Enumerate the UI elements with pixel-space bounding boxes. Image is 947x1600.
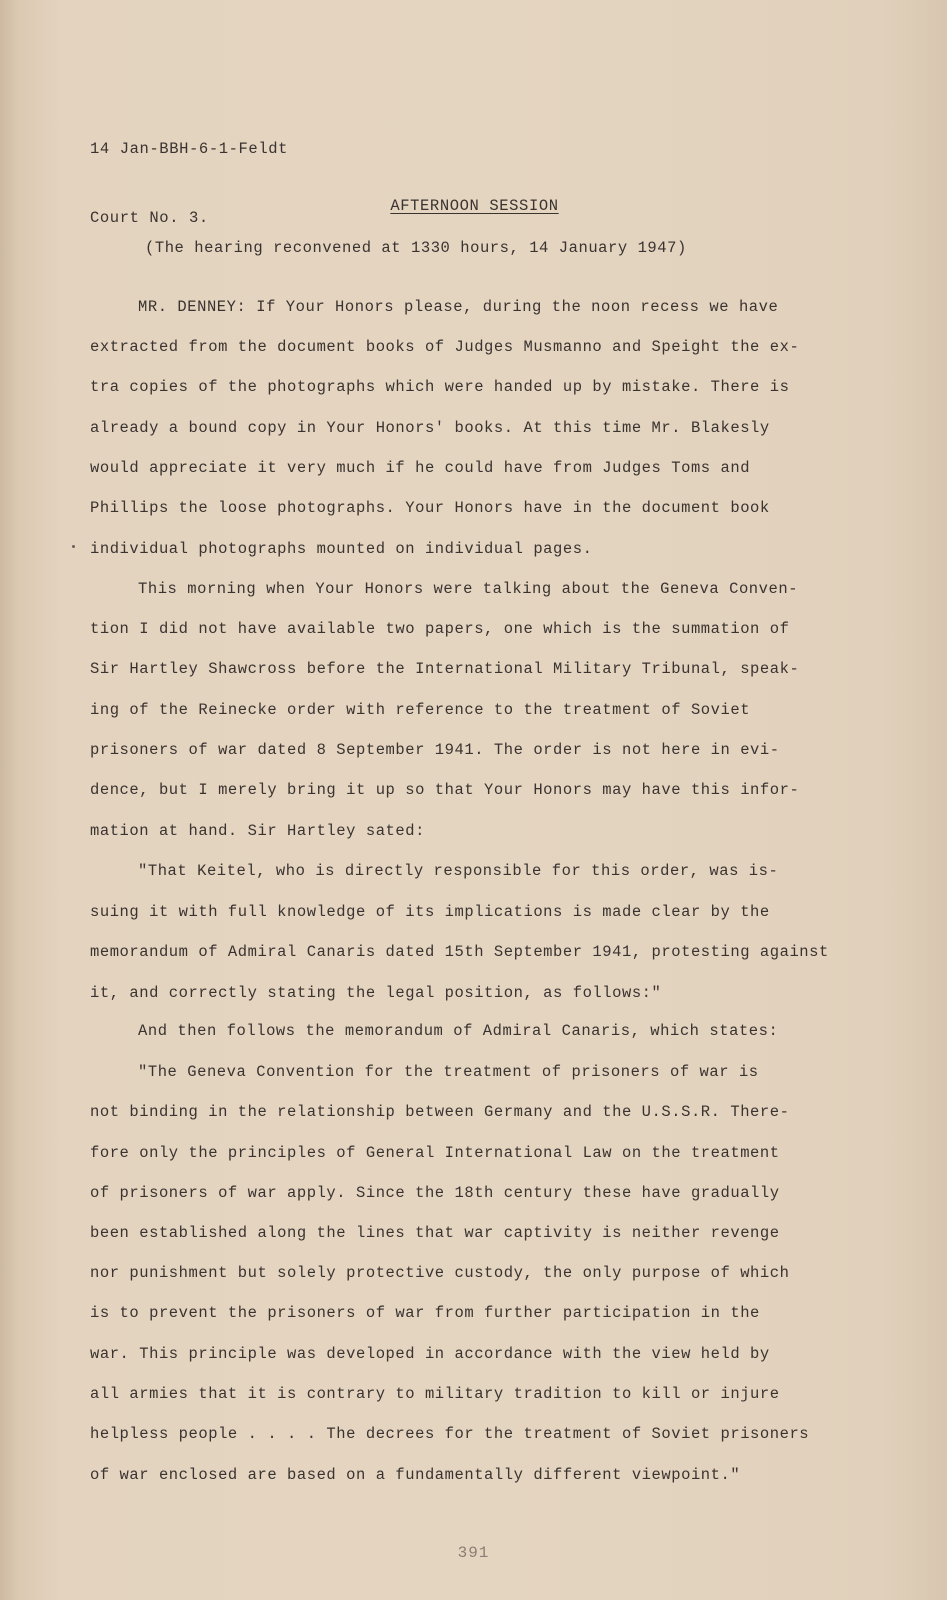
text-line: would appreciate it very much if he could have from Judges Toms and [90, 459, 751, 477]
ink-speck [72, 545, 75, 548]
text-line: Phillips the loose photographs. Your Honors have in the document book [90, 499, 770, 517]
text-line: (The hearing reconvened at 1330 hours, 14 January 1947) [145, 239, 687, 257]
text-line: prisoners of war dated 8 September 1941. The order is not here in evi- [90, 741, 780, 759]
text-line: extracted from the document books of Judges Musmanno and Speight the ex- [90, 338, 800, 356]
text-line: tra copies of the photographs which were handed up by mistake. There is [90, 378, 790, 396]
header-court: Court No. 3. [90, 209, 209, 227]
text-line: not binding in the relationship between Germany and the U.S.S.R. There- [90, 1103, 790, 1121]
text-line: helpless people . . . . The decrees for the treatment of Soviet prisoners [90, 1425, 810, 1443]
text-line: of prisoners of war apply. Since the 18th century these have gradually [90, 1184, 780, 1202]
text-line: of war enclosed are based on a fundamentally different viewpoint." [90, 1466, 741, 1484]
text-line: memorandum of Admiral Canaris dated 15th September 1941, protesting against [90, 943, 829, 961]
text-line: "The Geneva Convention for the treatment of prisoners of war is [138, 1063, 759, 1081]
text-line: already a bound copy in Your Honors' books. At this time Mr. Blakesly [90, 419, 770, 437]
text-line: nor punishment but solely protective custody, the only purpose of which [90, 1264, 790, 1282]
text-line: suing it with full knowledge of its implications is made clear by the [90, 903, 770, 921]
text-line: been established along the lines that war captivity is neither revenge [90, 1224, 780, 1242]
text-line: individual photographs mounted on individual pages. [90, 540, 593, 558]
text-line: dence, but I merely bring it up so that Your Honors may have this infor- [90, 781, 800, 799]
text-line: ing of the Reinecke order with reference to the treatment of Soviet [90, 701, 751, 719]
text-line: all armies that it is contrary to military tradition to kill or injure [90, 1385, 780, 1403]
text-line: it, and correctly stating the legal position, as follows:" [90, 984, 662, 1002]
text-line: tion I did not have available two papers, one which is the summation of [90, 620, 790, 638]
header-reference: 14 Jan-BBH-6-1-Feldt [90, 140, 289, 158]
text-line: mation at hand. Sir Hartley sated: [90, 822, 425, 840]
text-line: This morning when Your Honors were talking about the Geneva Conven- [138, 580, 799, 598]
session-title: AFTERNOON SESSION [390, 197, 559, 215]
text-line: fore only the principles of General International Law on the treatment [90, 1144, 780, 1162]
text-line: war. This principle was developed in accordance with the view held by [90, 1345, 770, 1363]
text-line: is to prevent the prisoners of war from further participation in the [90, 1304, 760, 1322]
text-line: Sir Hartley Shawcross before the International Military Tribunal, speak- [90, 660, 800, 678]
text-line: "That Keitel, who is directly responsible for this order, was is- [138, 862, 779, 880]
page-number: 391 [457, 1544, 490, 1562]
text-line: MR. DENNEY: If Your Honors please, during the noon recess we have [138, 298, 779, 316]
text-line: And then follows the memorandum of Admiral Canaris, which states: [138, 1022, 779, 1040]
